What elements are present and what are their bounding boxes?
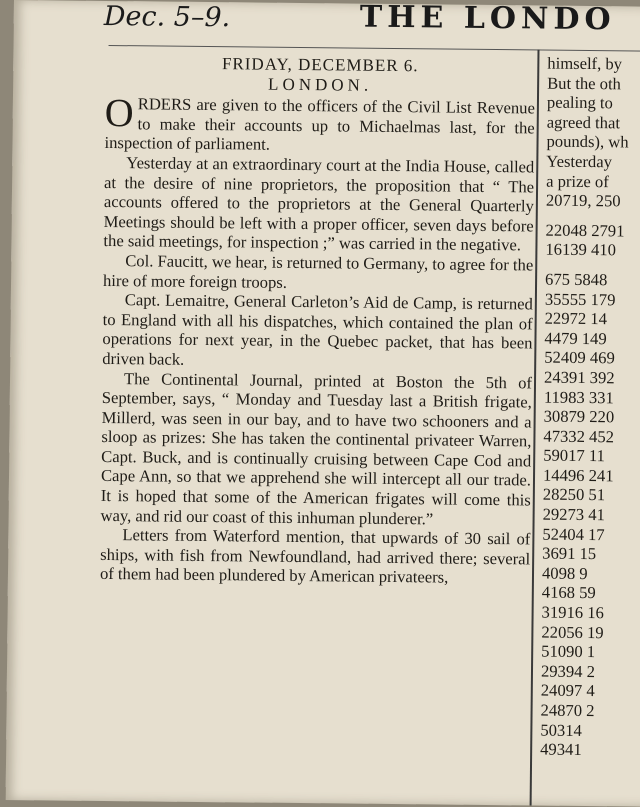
lottery-number: 675 5848 — [545, 269, 608, 290]
right-text-line: pounds), wh — [546, 131, 629, 152]
right-text-line: himself, by — [547, 53, 623, 74]
city-heading: LONDON. — [268, 74, 373, 95]
masthead-title: THE LONDO — [359, 0, 616, 38]
lottery-number: 47332 452 — [543, 426, 615, 446]
lottery-number: 28250 51 — [542, 485, 606, 505]
newspaper-page — [6, 0, 640, 807]
lottery-number: 4098 9 — [541, 563, 588, 583]
paragraph-1 — [104, 90, 535, 157]
lottery-number: 49341 — [540, 739, 582, 760]
lottery-number: 11983 331 — [543, 387, 614, 407]
right-text-line: Yesterday — [546, 151, 613, 172]
right-text-line: a prize of — [546, 171, 609, 191]
paragraph-1-text: RDERS are given to the officers of the Civil List Revenue to make their accounts up to Michaelmas last, for the inspection of parliament. — [104, 94, 535, 155]
lottery-number: 52409 469 — [544, 347, 615, 368]
paragraph-4: Capt. Lemaitre, General Carleton’s Aid de Camp, is returned to England with all his dispatches, which contained the plan of operations for next year, in the Quebec packet, that has been driven back. — [102, 290, 533, 369]
lottery-number: 24391 392 — [543, 367, 615, 388]
right-text-line: But the oth — [547, 73, 622, 93]
lottery-number: 51090 1 — [541, 641, 596, 662]
lottery-number: 24870 2 — [540, 700, 595, 721]
paragraph-6: Letters from Waterford mention, that upwards of 30 sail of ships, with fish from Newfoundland, had arrived there; several of them had been plundered by American privateers, — [99, 525, 531, 588]
lottery-number: 35555 179 — [544, 289, 616, 309]
lottery-number: 22972 14 — [544, 308, 608, 329]
lottery-number: 22048 2791 — [545, 220, 625, 241]
main-column — [100, 49, 536, 589]
handwritten-date: Dec. 5–9. — [103, 0, 231, 34]
dateline: FRIDAY, DECEMBER 6. — [221, 54, 419, 76]
drop-cap: O — [104, 90, 134, 136]
lottery-number: 50314 — [540, 720, 582, 740]
lottery-number: 24097 4 — [540, 680, 595, 701]
lottery-number: 31916 16 — [541, 602, 604, 623]
right-column — [540, 54, 640, 761]
paragraph-2: Yesterday at an extraordinary court at the India House, called at the desire of nine proprietors, the proposition that “ The accounts offered to the proprietors at the General Quarterly Meetings should be left with a proper officer, seven days before the said meetings, for inspection ;” was carried in the negative. — [103, 153, 535, 255]
lottery-number: 4479 149 — [544, 328, 607, 348]
lottery-number: 59017 11 — [543, 445, 605, 466]
page-header — [104, 0, 640, 43]
lottery-number: 14496 241 — [542, 465, 614, 486]
lottery-number: 20719, 250 — [545, 190, 621, 211]
lottery-number: 29394 2 — [540, 661, 596, 681]
lottery-number: 3691 15 — [542, 543, 597, 564]
lottery-number: 30879 220 — [543, 406, 615, 427]
lottery-number: 4168 59 — [541, 582, 596, 603]
lottery-number: 22056 19 — [541, 622, 604, 642]
lottery-number: 29273 41 — [542, 504, 605, 525]
lottery-number: 16139 410 — [545, 239, 617, 260]
lottery-number: 52404 17 — [542, 524, 605, 544]
paragraph-3: Col. Faucitt, we hear, is returned to Germany, to agree for the hire of more foreign troops. — [102, 251, 534, 292]
right-text-line: agreed that — [546, 112, 621, 133]
right-text-line: pealing to — [546, 92, 613, 113]
paragraph-5: The Continental Journal, printed at Boston the 5th of September, says, “ Monday and Tuesday last a British frigate, Millerd, was seen in our bay, and to have two schooners and a sloop as prizes: She has taken the continental privateer Warren, Capt. Buck, and is continually cruising between Cape Cod and Cape Ann, so that we apprehend she will intercept all our trade. It is hoped that some of the American frigates will come this way, and rid our coast of this inhuman plunderer.” — [100, 368, 533, 529]
